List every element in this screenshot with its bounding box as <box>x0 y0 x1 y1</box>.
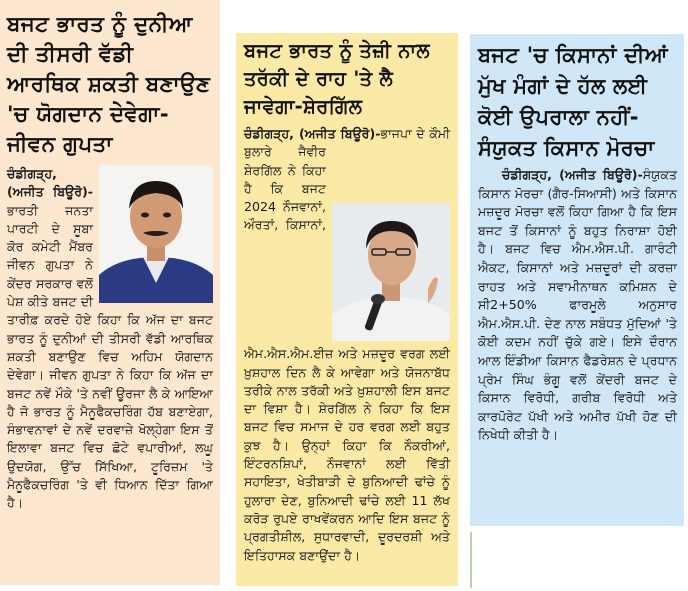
column-divider <box>470 532 472 588</box>
portrait-photo-jeevan-gupta <box>99 165 213 303</box>
article-dateline: ਚੰਡੀਗੜ੍ਹ, (ਅਜੀਤ ਬਿਊਰੋ)- <box>502 167 643 182</box>
article-text: ਭਾਜਪਾ ਦੇ ਕੌਮੀ ਬੁਲਾਰੇ ਜੈਵੀਰ ਸ਼ੇਰਗਿੱਲ ਨੇ ਕਿਹਾ ਹੈ ਕਿ ਬਜਟ 2024 ਨੌਜਵਾਨਾਂ, ਔਰਤਾਂ, ਕਿਸਾਨਾਂ, ਐਮ.ਐਸ.ਐਮ.ਈਜ਼ ਅਤੇ ਮਜ਼ਦੂਰ ਵਰਗ ਲਈ ਖ਼ੁਸ਼ਹਾਲ ਦਿਨ ਲੈ ਕੇ ਆਵੇਗਾ ਅਤੇ ਯੋਜਨਾਬੱਧ ਤਰੀਕੇ ਨਾਲ ਤਰੱਕੀ ਅਤੇ ਖ਼ੁਸ਼ਹਾਲੀ ਇਸ ਬਜਟ ਦਾ ਵਿਸ਼ਾ ਹੈ। ਸ਼ੇਰਗਿੱਲ ਨੇ ਕਿਹਾ ਕਿ ਇਸ ਬਜਟ ਵਿਚ ਸਮਾਜ ਦੇ ਹਰ ਵਰਗ ਲਈ ਬਹੁਤ ਕੁਝ ਹੈ। ਉਨ੍ਹਾਂ ਕਿਹਾ ਕਿ ਨੌਕਰੀਆਂ, ਇੰਟਰਨਸ਼ਿਪਾਂ, ਨੌਜਵਾਨਾਂ ਲਈ ਵਿੱਤੀ ਸਹਾਇਤਾ, ਖੇਤੀਬਾੜੀ ਦੇ ਬੁਨਿਆਦੀ ਢਾਂਚੇ ਨੂੰ ਹੁਲਾਰਾ ਦੇਣ, ਬੁਨਿਆਦੀ ਢਾਂਚੇ ਲਈ 11 ਲੱਖ ਕਰੋੜ ਰੁਪਏ ਰਾਖਵੇਂਕਰਨ ਆਦਿ ਇਸ ਬਜਟ ਨੂੰ ਪ੍ਰਗਤੀਸ਼ੀਲ, ਸੁਧਾਰਵਾਦੀ, ਦੂਰਦਰਸ਼ੀ ਅਤੇ ਇਤਿਹਾਸਕ ਬਣਾਉਂਦਾ ਹੈ। <box>244 126 450 563</box>
photo-jaiveer-shergill <box>332 203 450 341</box>
article-headline: ਬਜਟ ਭਾਰਤ ਨੂੰ ਤੇਜ਼ੀ ਨਾਲ ਤਰੱਕੀ ਦੇ ਰਾਹ 'ਤੇ ਲੈ ਜਾਵੇਗਾ-ਸ਼ੇਰਗਿੱਲ <box>244 39 430 118</box>
article-dateline: ਚੰਡੀਗੜ੍ਹ, (ਅਜੀਤ ਬਿਊਰੋ)- <box>244 126 381 141</box>
article-text: ਸੰਯੁਕਤ ਕਿਸਾਨ ਮੋਰਚਾ (ਗੈਰ-ਸਿਆਸੀ) ਅਤੇ ਕਿਸਾਨ ਮਜ਼ਦੂਰ ਮੋਰਚਾ ਵਲੋਂ ਕਿਹਾ ਗਿਆ ਹੈ ਕਿ ਇਸ ਬਜਟ ਤੋਂ ਕਿਸਾਨਾਂ ਨੂੰ ਬਹੁਤ ਨਿਰਾਸ਼ਾ ਹੋਈ ਹੈ। ਬਜਟ ਵਿਚ ਐਮ.ਐਸ.ਪੀ. ਗਾਰੰਟੀ ਐਕਟ, ਕਿਸਾਨਾਂ ਅਤੇ ਮਜ਼ਦੂਰਾਂ ਦੀ ਕਰਜ਼ਾ ਰਾਹਤ ਅਤੇ ਸਵਾਮੀਨਾਥਨ ਕਮਿਸ਼ਨ ਦੇ ਸੀ2+50% ਫਾਰਮੂਲੇ ਅਨੁਸਾਰ ਐਮ.ਐਸ.ਪੀ. ਦੇਣ ਨਾਲ ਸਬੰਧਤ ਮੁੱਦਿਆਂ 'ਤੇ ਕੋਈ ਕਦਮ ਨਹੀਂ ਚੁੱਕੇ ਗਏ। ਇਸੇ ਦੌਰਾਨ ਆਲ ਇੰਡੀਆ ਕਿਸਾਨ ਫੈਡਰੇਸ਼ਨ ਦੇ ਪ੍ਰਧਾਨ ਪ੍ਰੇਮ ਸਿੰਘ ਭੰਗੂ ਵਲੋਂ ਕੇਂਦਰੀ ਬਜਟ ਦੇ ਕਿਸਾਨ ਵਿਰੋਧੀ, ਗਰੀਬ ਵਿਰੋਧੀ ਅਤੇ ਕਾਰਪੋਰੇਟ ਪੱਖੀ ਅਤੇ ਅਮੀਰ ਪੱਖੀ ਹੋਣ ਦੀ ਨਿਖੇਧੀ ਕੀਤੀ ਹੈ। <box>478 167 677 443</box>
article-jeevan-gupta <box>0 0 220 585</box>
article-text: ਭਾਰਤੀ ਜਨਤਾ ਪਾਰਟੀ ਦੇ ਸੂਬਾ ਕੋਰ ਕਮੇਟੀ ਮੈਂਬਰ ਜੀਵਨ ਗੁਪਤਾ ਨੇ ਕੇਂਦਰ ਸਰਕਾਰ ਵਲੋਂ ਪੇਸ਼ ਕੀਤੇ ਬਜਟ ਦੀ ਤਾਰੀਫ਼ ਕਰਦੇ ਹੋਏ ਕਿਹਾ ਕਿ ਅੱਜ ਦਾ ਬਜਟ ਭਾਰਤ ਨੂੰ ਦੁਨੀਆਂ ਦੀ ਤੀਸਰੀ ਵੱਡੀ ਆਰਥਿਕ ਸ਼ਕਤੀ ਬਣਾਉਣ ਵਿਚ ਅਹਿਮ ਯੋਗਦਾਨ ਦੇਵੇਗਾ। ਜੀਵਨ ਗੁਪਤਾ ਨੇ ਕਿਹਾ ਕਿ ਅੱਜ ਦਾ ਬਜਟ ਨਵੇਂ ਮੌਕੇ 'ਤੇ ਨਵੀਂ ਊਰਜਾ ਲੈ ਕੇ ਆਇਆ ਹੈ ਜੋ ਭਾਰਤ ਨੂੰ ਮੈਨੂਫੈਕਚਰਿੰਗ ਹੱਬ ਬਣਾਏਗਾ, ਸੰਭਾਵਨਾਵਾਂ ਦੇ ਨਵੇਂ ਦਰਵਾਜ਼ੇ ਖੋਲ੍ਹੇਗਾ ਇਸ ਤੋਂ ਇਲਾਵਾ ਬਜਟ ਵਿਚ ਛੋਟੇ ਵਪਾਰੀਆਂ, ਲਘੂ ਉਦਯੋਗ, ਉੱਚ ਸਿੱਖਿਆ, ਟੂਰਿਜ਼ਮ 'ਤੇ ਮੈਨੂਫੈਕਚਰਿੰਗ 'ਤੇ ਵੀ ਧਿਆਨ ਦਿੱਤਾ ਗਿਆ ਹੈ। <box>7 202 213 511</box>
article-dateline: ਚੰਡੀਗੜ੍ਹ, (ਅਜੀਤ ਬਿਊਰੋ)- <box>7 166 93 200</box>
article-body <box>478 166 677 445</box>
article-headline: ਬਜਟ 'ਚ ਕਿਸਾਨਾਂ ਦੀਆਂ ਮੁੱਖ ਮੰਗਾਂ ਦੇ ਹੱਲ ਲਈ ਕੋਈ ਉਪਰਾਲਾ ਨਹੀਂ- ਸੰਯੁਕਤ ਕਿਸਾਨ ਮੋਰਚਾ <box>478 43 668 160</box>
article-shergill <box>236 33 458 586</box>
article-headline: ਬਜਟ ਭਾਰਤ ਨੂੰ ਦੁਨੀਆ ਦੀ ਤੀਸਰੀ ਵੱਡੀ ਆਰਥਿਕ ਸ਼ਕਤੀ ਬਣਾਉਣ 'ਚ ਯੋਗਦਾਨ ਦੇਵੇਗਾ-ਜੀਵਨ ਗੁਪਤਾ <box>7 12 211 157</box>
article-body <box>244 125 450 565</box>
article-sanyukt-kisan-morcha <box>470 34 684 526</box>
